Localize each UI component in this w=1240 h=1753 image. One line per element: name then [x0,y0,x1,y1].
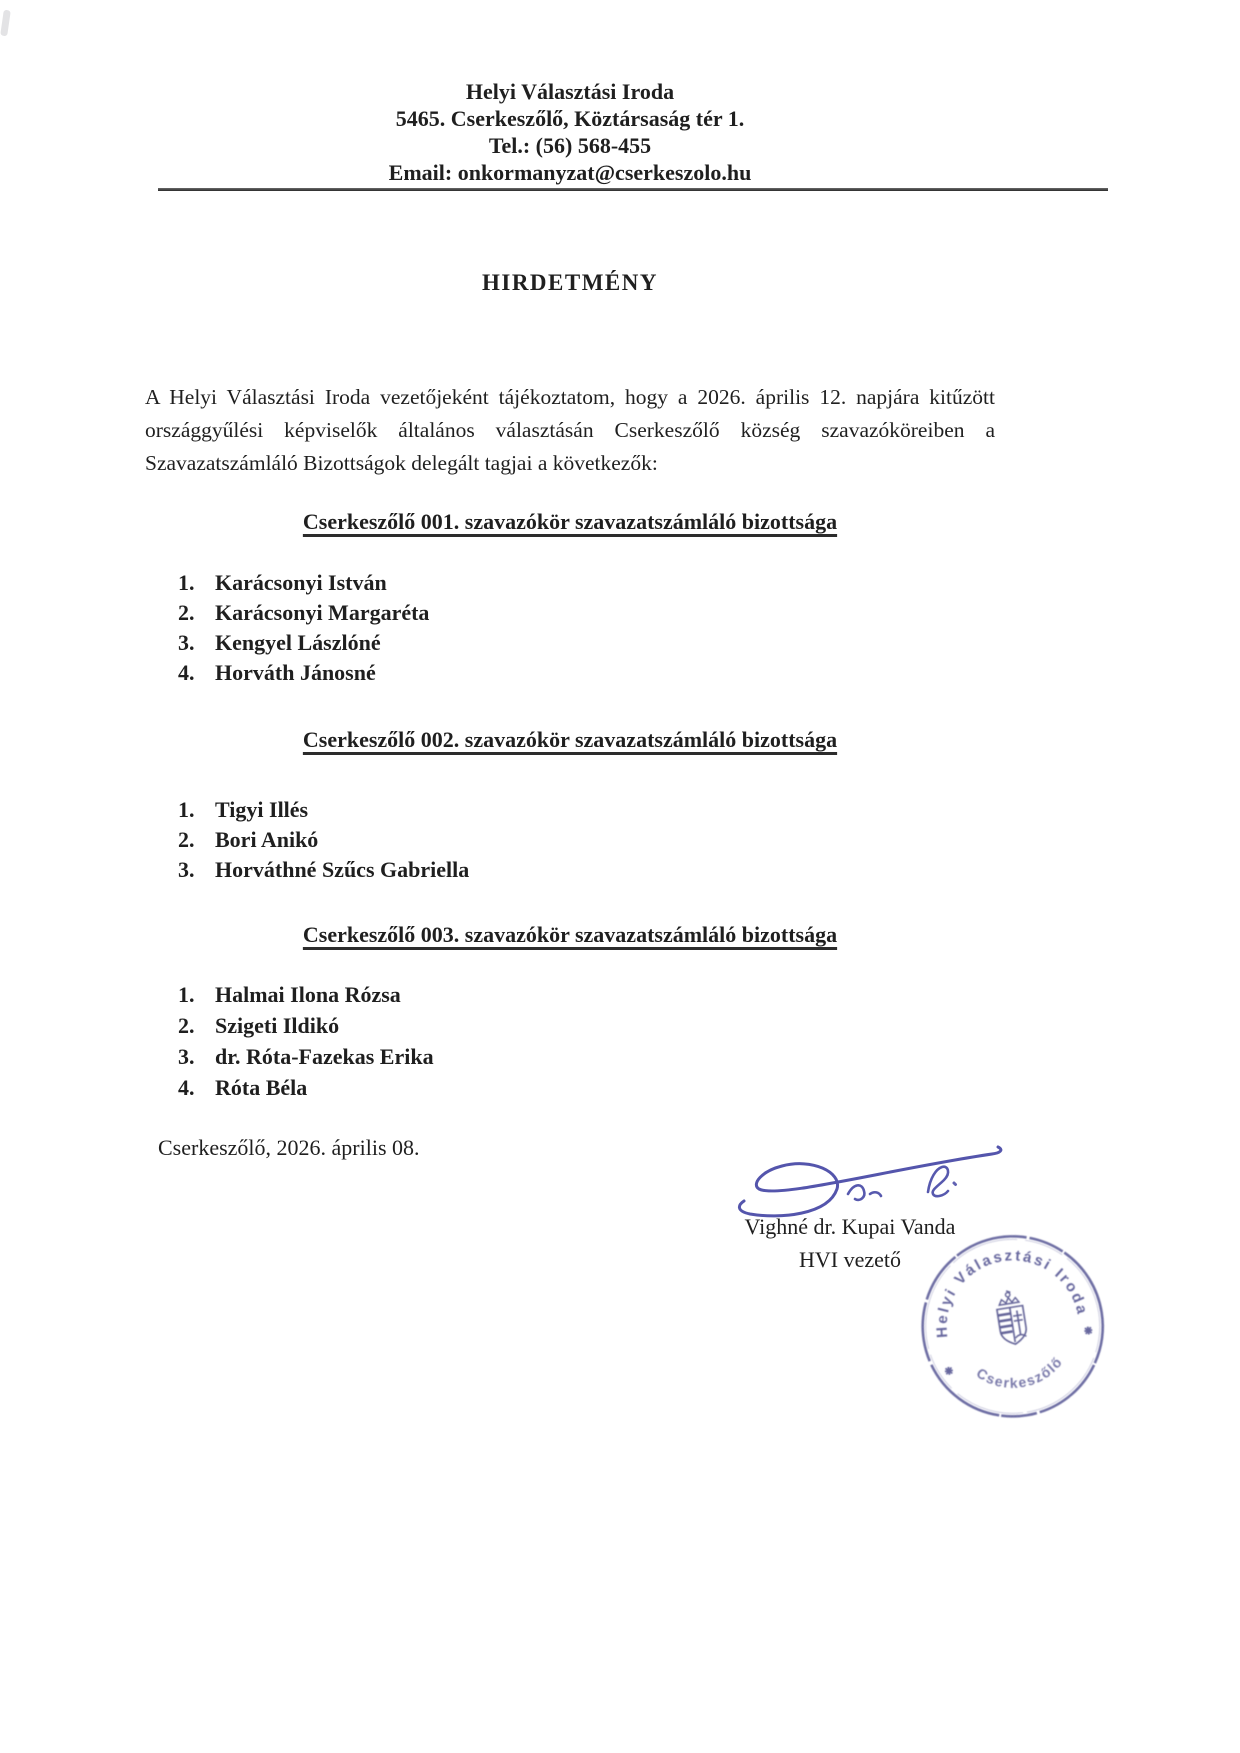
member-number: 1. [178,797,195,822]
member-row [178,979,995,1010]
member-name: Róta Béla [215,1075,308,1100]
section-heading-003: Cserkeszőlő 003. szavazókör szavazatszámláló bizottsága [302,922,838,947]
member-name: Tigyi Illés [215,797,309,822]
member-number: 1. [178,982,195,1007]
member-row [178,1041,995,1072]
letterhead-email: Email: onkormanyzat@cserkeszolo.hu [388,160,752,185]
member-number: 4. [178,1075,195,1100]
member-list-001 [145,568,995,688]
section-heading-001: Cserkeszőlő 001. szavazókör szavazatszámláló bizottsága [302,509,838,534]
letterhead-divider [158,188,1108,191]
scanner-artifact [0,10,11,37]
member-number: 2. [178,827,195,852]
member-name: Szigeti Ildikó [215,1013,340,1038]
member-number: 3. [178,1044,195,1069]
intro-line: A Helyi Választási Iroda vezetőjeként tájékoztatom, hogy a 2026. április 12. napjára kitűzött [145,385,995,409]
member-row [178,855,995,885]
member-name: Bori Anikó [215,827,319,852]
intro-line: országgyűlési képviselők általános választásán Cserkeszőlő község szavazóköreiben a [145,418,995,442]
member-name: Halmai Ilona Rózsa [215,982,401,1007]
member-list-002 [145,795,995,885]
signatory-name: Vighné dr. Kupai Vanda [744,1214,956,1239]
member-row [178,1010,995,1041]
stamp-arc-text: Helyi Választási Iroda [933,1247,1091,1339]
member-row [178,825,995,855]
member-row [178,795,995,825]
member-list-003 [145,979,995,1103]
document-title: HIRDETMÉNY [481,270,658,295]
member-name: Karácsonyi Margaréta [215,600,430,625]
section-heading-002: Cserkeszőlő 002. szavazókör szavazatszámláló bizottsága [302,727,838,752]
letterhead-address: 5465. Cserkeszőlő, Köztársaság tér 1. [395,106,745,131]
letterhead-org: Helyi Választási Iroda [465,79,675,104]
member-row [178,598,995,628]
member-name: Horváth Jánosné [215,660,376,685]
member-name: Karácsonyi István [215,570,387,595]
member-name: dr. Róta-Fazekas Erika [215,1044,434,1069]
member-row [178,658,995,688]
member-row [178,1072,995,1103]
member-number: 3. [178,630,195,655]
intro-paragraph [145,381,995,480]
stamp-star-right-icon [1084,1326,1093,1335]
letterhead-tel: Tel.: (56) 568-455 [488,133,652,158]
date-line: Cserkeszőlő, 2026. április 08. [158,1135,420,1160]
member-row [178,628,995,658]
member-row [178,568,995,598]
member-number: 1. [178,570,195,595]
letterhead [145,78,995,186]
intro-line: Szavazatszámláló Bizottságok delegált tagjai a következők: [145,451,658,475]
member-name: Horváthné Szűcs Gabriella [215,857,470,882]
member-name: Kengyel Lászlóné [215,630,381,655]
stamp-bottom-text: Cserkeszőlő [973,1353,1066,1391]
hungarian-coat-of-arms-icon [994,1289,1028,1346]
member-number: 2. [178,1013,195,1038]
member-number: 2. [178,600,195,625]
official-stamp [901,1214,1130,1443]
member-number: 3. [178,857,195,882]
member-number: 4. [178,660,195,685]
signatory-role: HVI vezető [798,1247,901,1272]
stamp-star-left-icon [944,1366,953,1375]
